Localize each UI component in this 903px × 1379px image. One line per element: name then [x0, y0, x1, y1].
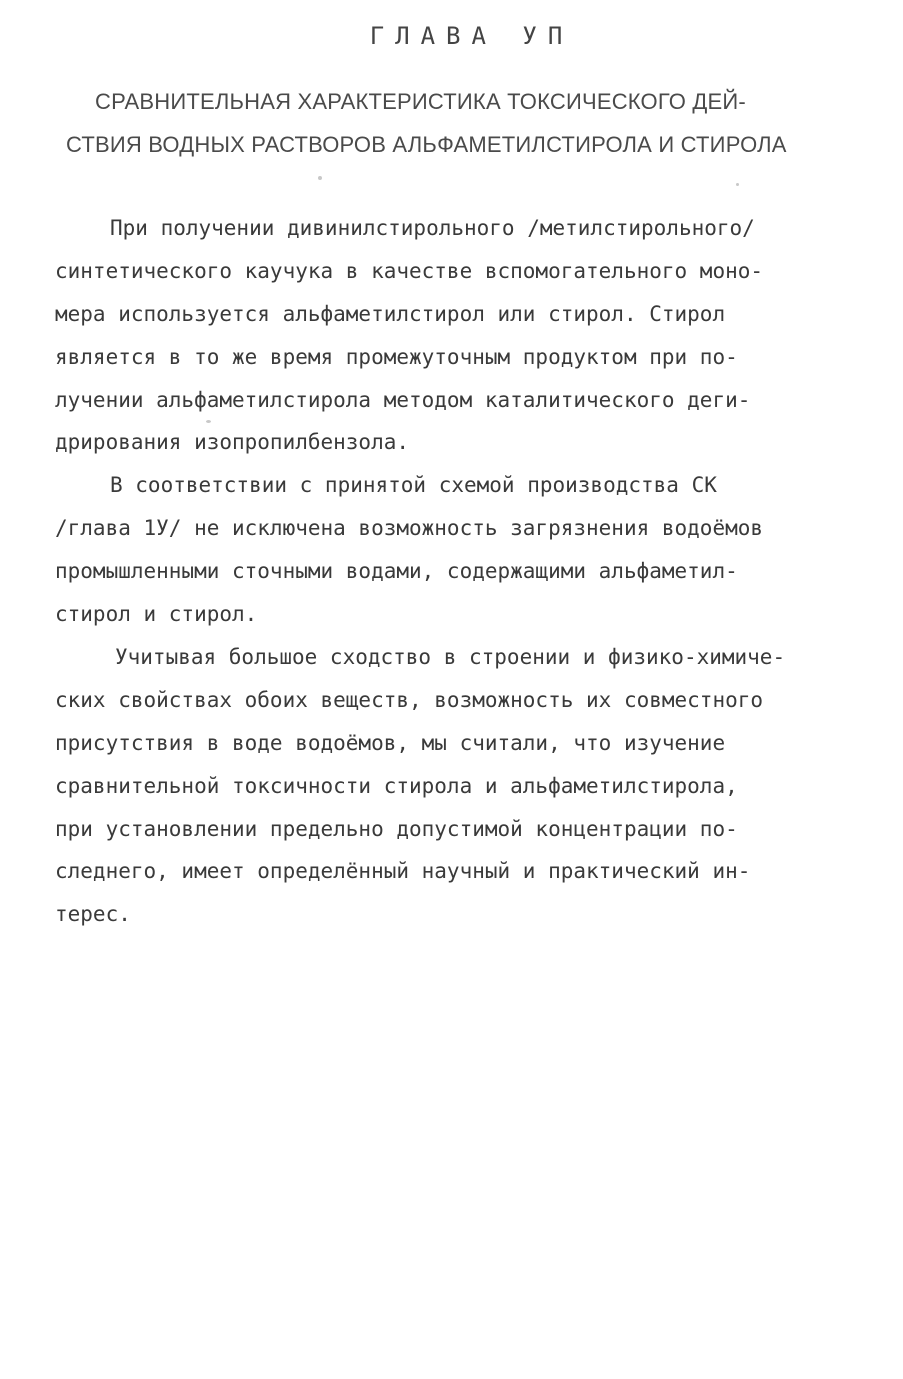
paragraph-1-line-2: синтетического каучука в качестве вспомогательного моно- [55, 259, 764, 283]
chapter-title-line-1: СРАВНИТЕЛЬНАЯ ХАРАКТЕРИСТИКА ТОКСИЧЕСКОГО ДЕЙ- [95, 89, 746, 114]
paragraph-3-line-2: ских свойствах обоих веществ, возможность их совместного [55, 688, 764, 712]
paragraph-2-line-1: В соответствии с принятой схемой производства СК [110, 473, 717, 497]
paragraph-3-line-3: присутствия в воде водоёмов, мы считали, что изучение [55, 731, 726, 755]
paragraph-2-line-3: промышленными сточными водами, содержащими альфаметил- [55, 559, 738, 583]
paragraph-1-line-1: При получении дивинилстирольного /метилстирольного/ [110, 216, 755, 240]
paragraph-1-line-4: является в то же время промежуточным продуктом при по- [55, 345, 738, 369]
paragraph-1-line-5: лучении альфаметилстирола методом каталитического деги- [55, 388, 751, 412]
paragraph-3-line-6: следнего, имеет определённый научный и практический ин- [55, 859, 751, 883]
chapter-heading: ГЛАВА УП [369, 22, 574, 50]
paragraph-3-line-7: терес. [55, 902, 131, 926]
chapter-title-line-2: СТВИЯ ВОДНЫХ РАСТВОРОВ АЛЬФАМЕТИЛСТИРОЛА И СТИРОЛА [66, 132, 787, 157]
scan-speck [206, 420, 211, 423]
paragraph-3-line-4: сравнительной токсичности стирола и альфаметилстирола, [55, 774, 738, 798]
paragraph-2-line-4: стирол и стирол. [55, 602, 258, 626]
paragraph-1-line-6: дрирования изопропилбензола. [55, 430, 410, 454]
paragraph-2-line-2: /глава 1У/ не исключена возможность загрязнения водоёмов [55, 516, 764, 540]
paragraph-3-line-5: при установлении предельно допустимой концентрации по- [55, 817, 738, 841]
scan-speck [318, 176, 322, 180]
paragraph-3-line-1: Учитывая большое сходство в строении и физико-химиче- [115, 645, 786, 669]
scan-speck [736, 183, 739, 186]
paragraph-1-line-3: мера используется альфаметилстирол или стирол. Стирол [55, 302, 726, 326]
